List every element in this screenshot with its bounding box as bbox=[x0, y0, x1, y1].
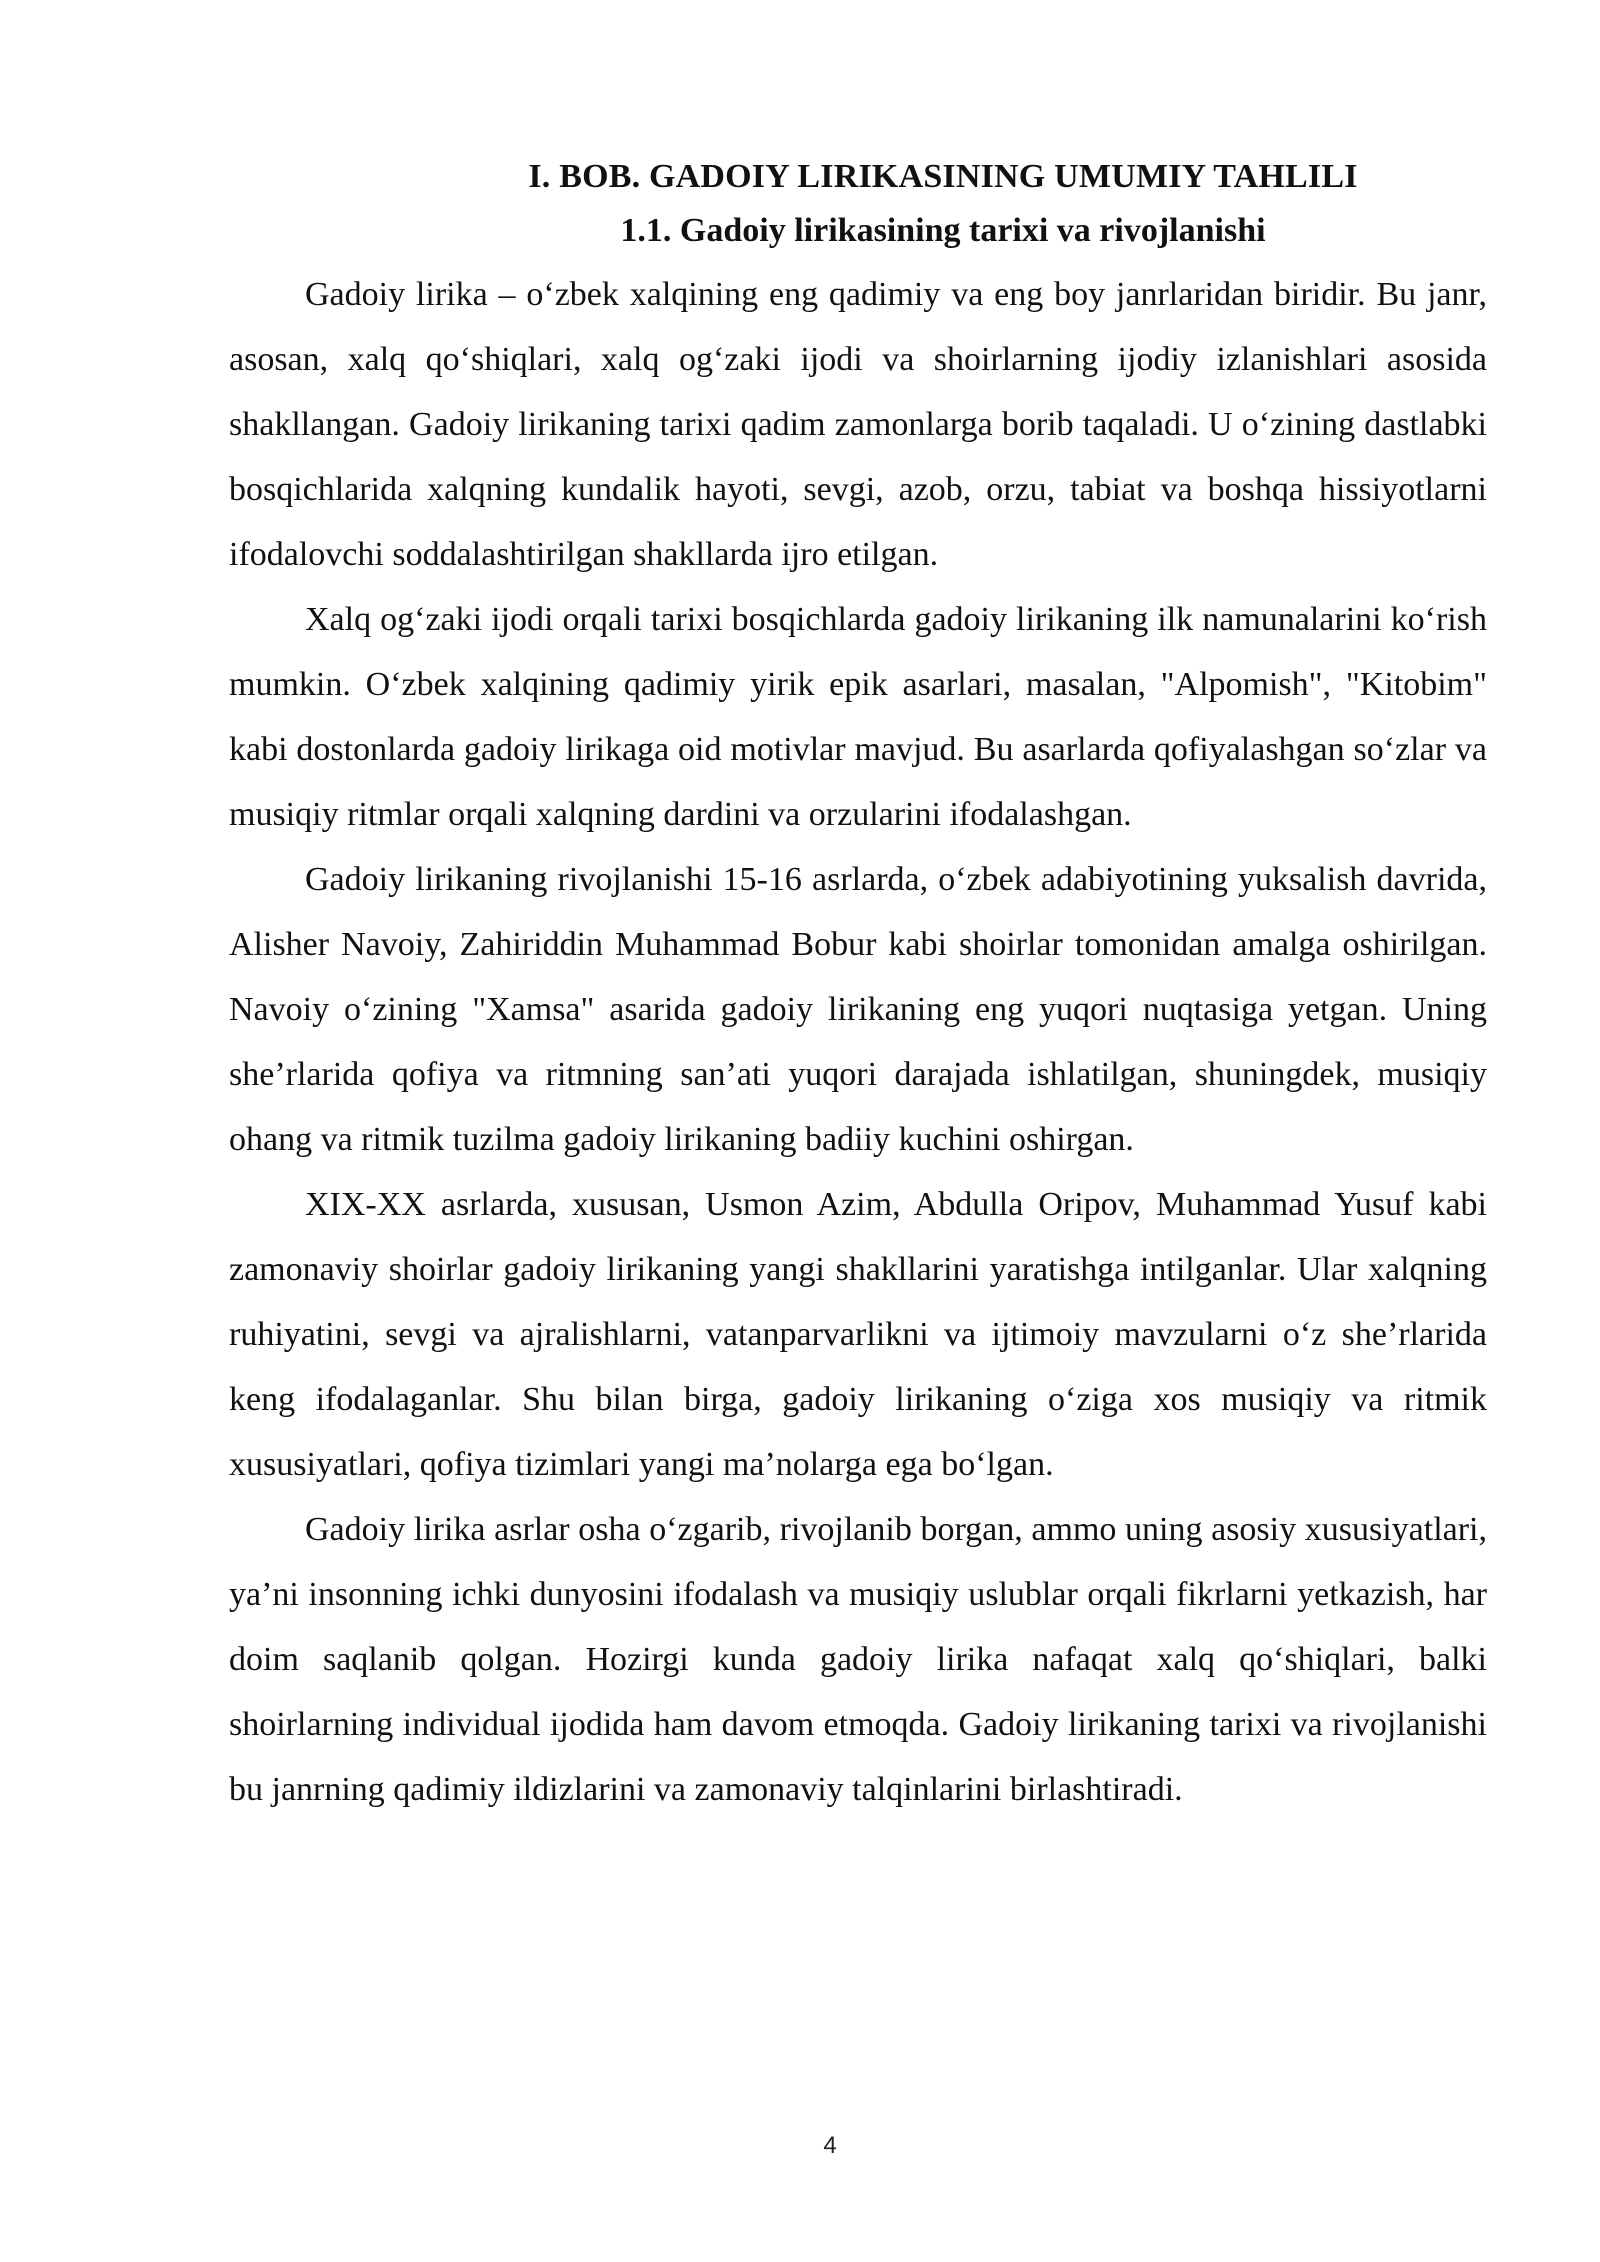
page-body bbox=[229, 150, 1487, 1822]
paragraph-5: Gadoiy lirika asrlar osha o‘zgarib, rivojlanib borgan, ammo uning asosiy xususiyatlari, ya’ni insonning ichki dunyosini ifodalash va musiqiy uslublar orqali fikrlarni yetkazish, har doim saqlanib qolgan. Hozirgi kunda gadoiy lirika nafaqat xalq qo‘shiqlari, balki shoirlarning individual ijodida ham davom etmoqda. Gadoiy lirikaning tarixi va rivojlanishi bu janrning qadimiy ildizlarini va zamonaviy talqinlarini birlashtiradi. bbox=[229, 1511, 1487, 1808]
section-title: 1.1. Gadoiy lirikasining tarixi va rivojlanishi bbox=[620, 212, 1266, 249]
paragraph-4: XIX-XX asrlarda, xususan, Usmon Azim, Abdulla Oripov, Muhammad Yusuf kabi zamonaviy shoirlar gadoiy lirikaning yangi shakllarini yaratishga intilganlar. Ular xalqning ruhiyatini, sevgi va ajralishlarni, vatanparvarlikni va ijtimoiy mavzularni o‘z she’rlarida keng ifodalaganlar. Shu bilan birga, gadoiy lirikaning o‘ziga xos musiqiy va ritmik xususiyatlari, qofiya tizimlari yangi ma’nolarga ega bo‘lgan. bbox=[229, 1186, 1487, 1483]
page-number: 4 bbox=[823, 2132, 837, 2159]
chapter-title: I. BOB. GADOIY LIRIKASINING UMUMIY TAHLILI bbox=[528, 158, 1358, 195]
paragraph-2: Xalq og‘zaki ijodi orqali tarixi bosqichlarda gadoiy lirikaning ilk namunalarini ko‘rish mumkin. O‘zbek xalqining qadimiy yirik epik asarlari, masalan, "Alpomish", "Kitobim" kabi dostonlarda gadoiy lirikaga oid motivlar mavjud. Bu asarlarda qofiyalashgan so‘zlar va musiqiy ritmlar orqali xalqning dardini va orzularini ifodalashgan. bbox=[229, 601, 1487, 833]
paragraph-3: Gadoiy lirikaning rivojlanishi 15-16 asrlarda, o‘zbek adabiyotining yuksalish davrida, Alisher Navoiy, Zahiriddin Muhammad Bobur kabi shoirlar tomonidan amalga oshirilgan. Navoiy o‘zining "Xamsa" asarida gadoiy lirikaning eng yuqori nuqtasiga yetgan. Uning she’rlarida qofiya va ritmning san’ati yuqori darajada ishlatilgan, shuningdek, musiqiy ohang va ritmik tuzilma gadoiy lirikaning badiiy kuchini oshirgan. bbox=[229, 861, 1487, 1158]
paragraph-1: Gadoiy lirika – o‘zbek xalqining eng qadimiy va eng boy janrlaridan biridir. Bu janr, asosan, xalq qo‘shiqlari, xalq og‘zaki ijodi va shoirlarning ijodiy izlanishlari asosida shakllangan. Gadoiy lirikaning tarixi qadim zamonlarga borib taqaladi. U o‘zining dastlabki bosqichlarida xalqning kundalik hayoti, sevgi, azob, orzu, tabiat va boshqa hissiyotlarni ifodalovchi soddalashtirilgan shakllarda ijro etilgan. bbox=[229, 276, 1487, 573]
